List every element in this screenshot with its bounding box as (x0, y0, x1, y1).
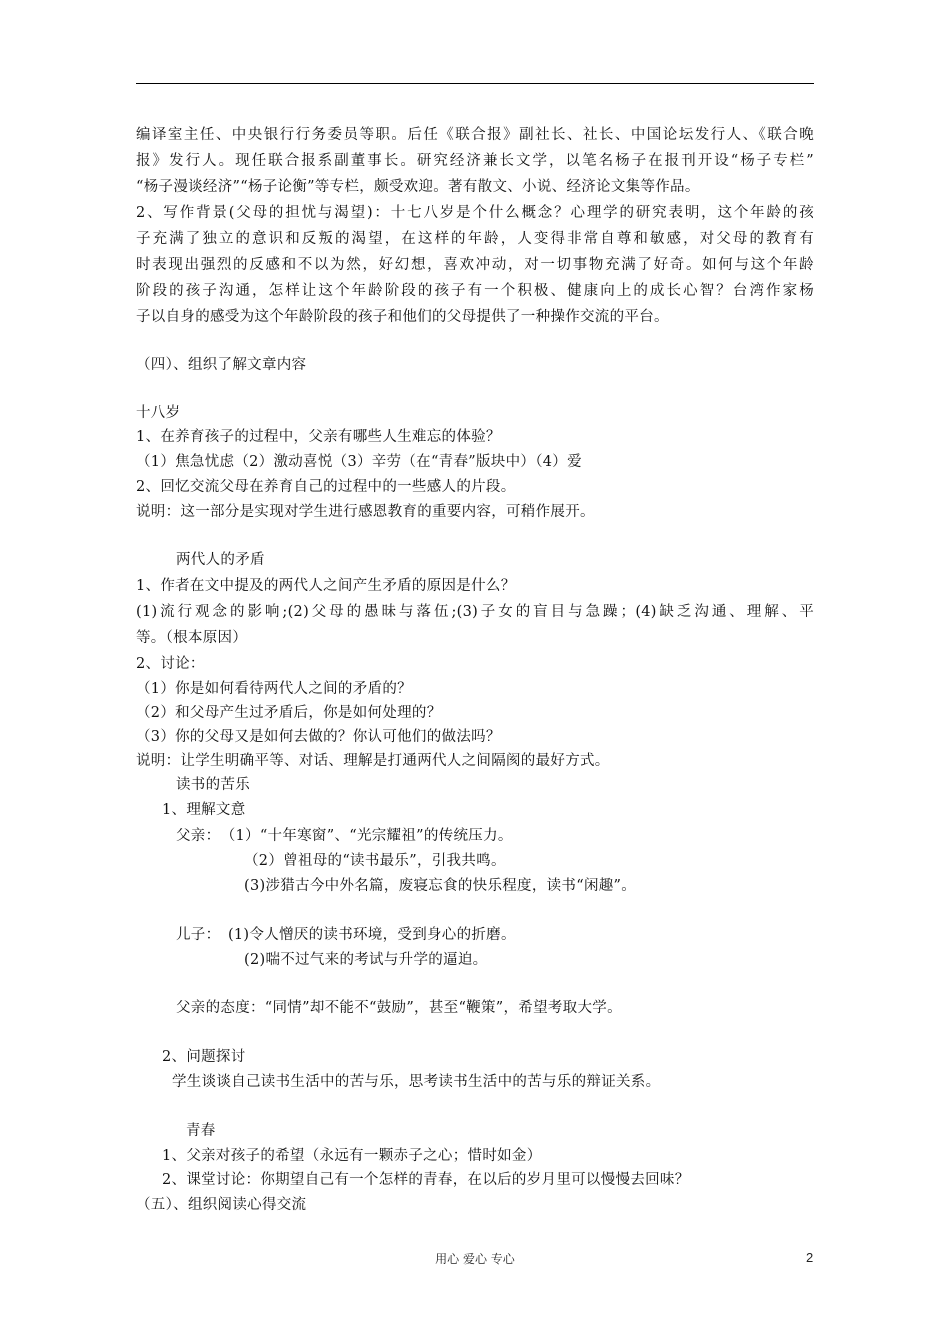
section-heading: （五）、组织阅读心得交流 (136, 1197, 307, 1213)
text-line: 2、回忆交流父母在养育自己的过程中的一些感人的片段。 (136, 479, 516, 495)
text-line: 2、讨论： (136, 656, 205, 672)
text-line: 1、理解文意 (162, 802, 246, 818)
text-line: （3）你的父母又是如何去做的？你认可他们的做法吗？ (136, 729, 501, 745)
text-line: 1、在养育孩子的过程中，父亲有哪些人生难忘的体验？ (136, 429, 501, 445)
text-line: 学生谈谈自己读书生活中的苦与乐，思考读书生活中的苦与乐的辩证关系。 (172, 1074, 661, 1090)
text-line: 等。（根本原因） (136, 630, 248, 646)
subsection-heading: 十八岁 (136, 405, 181, 421)
text-line: “杨子漫谈经济”“杨子论衡”等专栏，颇受欢迎。著有散文、小说、经济论文集等作品。 (136, 179, 700, 195)
text-line: (2)喘不过气来的考试与升学的逼迫。 (244, 952, 488, 968)
subsection-heading: 青春 (186, 1123, 216, 1139)
text-line: (1)流行观念的影响;(2)父母的愚昧与落伍;(3)子女的盲目与急躁；(4)缺乏沟通、理解、平 (136, 604, 814, 620)
page-number: 2 (806, 1250, 814, 1265)
text-line: （2）和父母产生过矛盾后，你是如何处理的？ (136, 705, 442, 721)
header-rule (136, 83, 814, 84)
text-line: 说明：这一部分是实现对学生进行感恩教育的重要内容，可稍作展开。 (136, 504, 595, 520)
text-line: 1、父亲对孩子的希望（永远有一颗赤子之心；惜时如金） (162, 1148, 542, 1164)
footer-slogan: 用心 爱心 专心 (435, 1252, 515, 1266)
text-line: 报》发行人。现任联合报系副董事长。研究经济兼长文学，以笔名杨子在报刊开设“杨子专栏” (136, 153, 814, 169)
subsection-heading: 两代人的矛盾 (176, 552, 265, 568)
text-line: （2）曾祖母的“读书最乐”，引我共鸣。 (244, 853, 506, 869)
text-line: 阶段的孩子沟通，怎样让这个年龄阶段的孩子有一个积极、健康向上的成长心智？台湾作家杨 (136, 283, 814, 299)
text-line: 子充满了独立的意识和反叛的渴望，在这样的年龄，人变得非常自尊和敏感，对父母的教育有 (136, 231, 814, 247)
text-line: （1）焦急忧虑（2）激动喜悦（3）辛劳（在“青春”版块中）（4）爱 (136, 454, 582, 470)
text-line: 子以自身的感受为这个年龄阶段的孩子和他们的父母提供了一种操作交流的平台。 (136, 309, 669, 325)
text-line: 父亲： （1）“十年寒窗”、“光宗耀祖”的传统压力。 (176, 828, 513, 844)
text-line: 儿子： (1)令人憎厌的读书环境，受到身心的折磨。 (176, 927, 516, 943)
text-line: 说明：让学生明确平等、对话、理解是打通两代人之间隔阂的最好方式。 (136, 753, 610, 769)
subsection-heading: 读书的苦乐 (176, 777, 250, 793)
text-line: 父亲的态度：“同情”却不能不“鼓励”，甚至“鞭策”，希望考取大学。 (176, 1000, 622, 1016)
text-line: 2、课堂讨论：你期望自己有一个怎样的青春，在以后的岁月里可以慢慢去回味？ (162, 1172, 690, 1188)
text-line: 2、写作背景(父母的担忧与渴望)：十七八岁是个什么概念？心理学的研究表明，这个年龄的孩 (136, 205, 814, 221)
text-line: (3)涉猎古今中外名篇，废寝忘食的快乐程度，读书“闲趣”。 (244, 878, 637, 894)
text-line: 编译室主任、中央银行行务委员等职。后任《联合报》副社长、社长、中国论坛发行人、《联合晚 (136, 127, 814, 143)
text-line: 时表现出强烈的反感和不以为然，好幻想，喜欢冲动，对一切事物充满了好奇。如何与这个年龄 (136, 257, 814, 273)
text-line: 2、问题探讨 (162, 1049, 246, 1065)
section-heading: （四）、组织了解文章内容 (136, 357, 307, 373)
text-line: 1、作者在文中提及的两代人之间产生矛盾的原因是什么？ (136, 578, 516, 594)
text-line: （1）你是如何看待两代人之间的矛盾的？ (136, 681, 412, 697)
